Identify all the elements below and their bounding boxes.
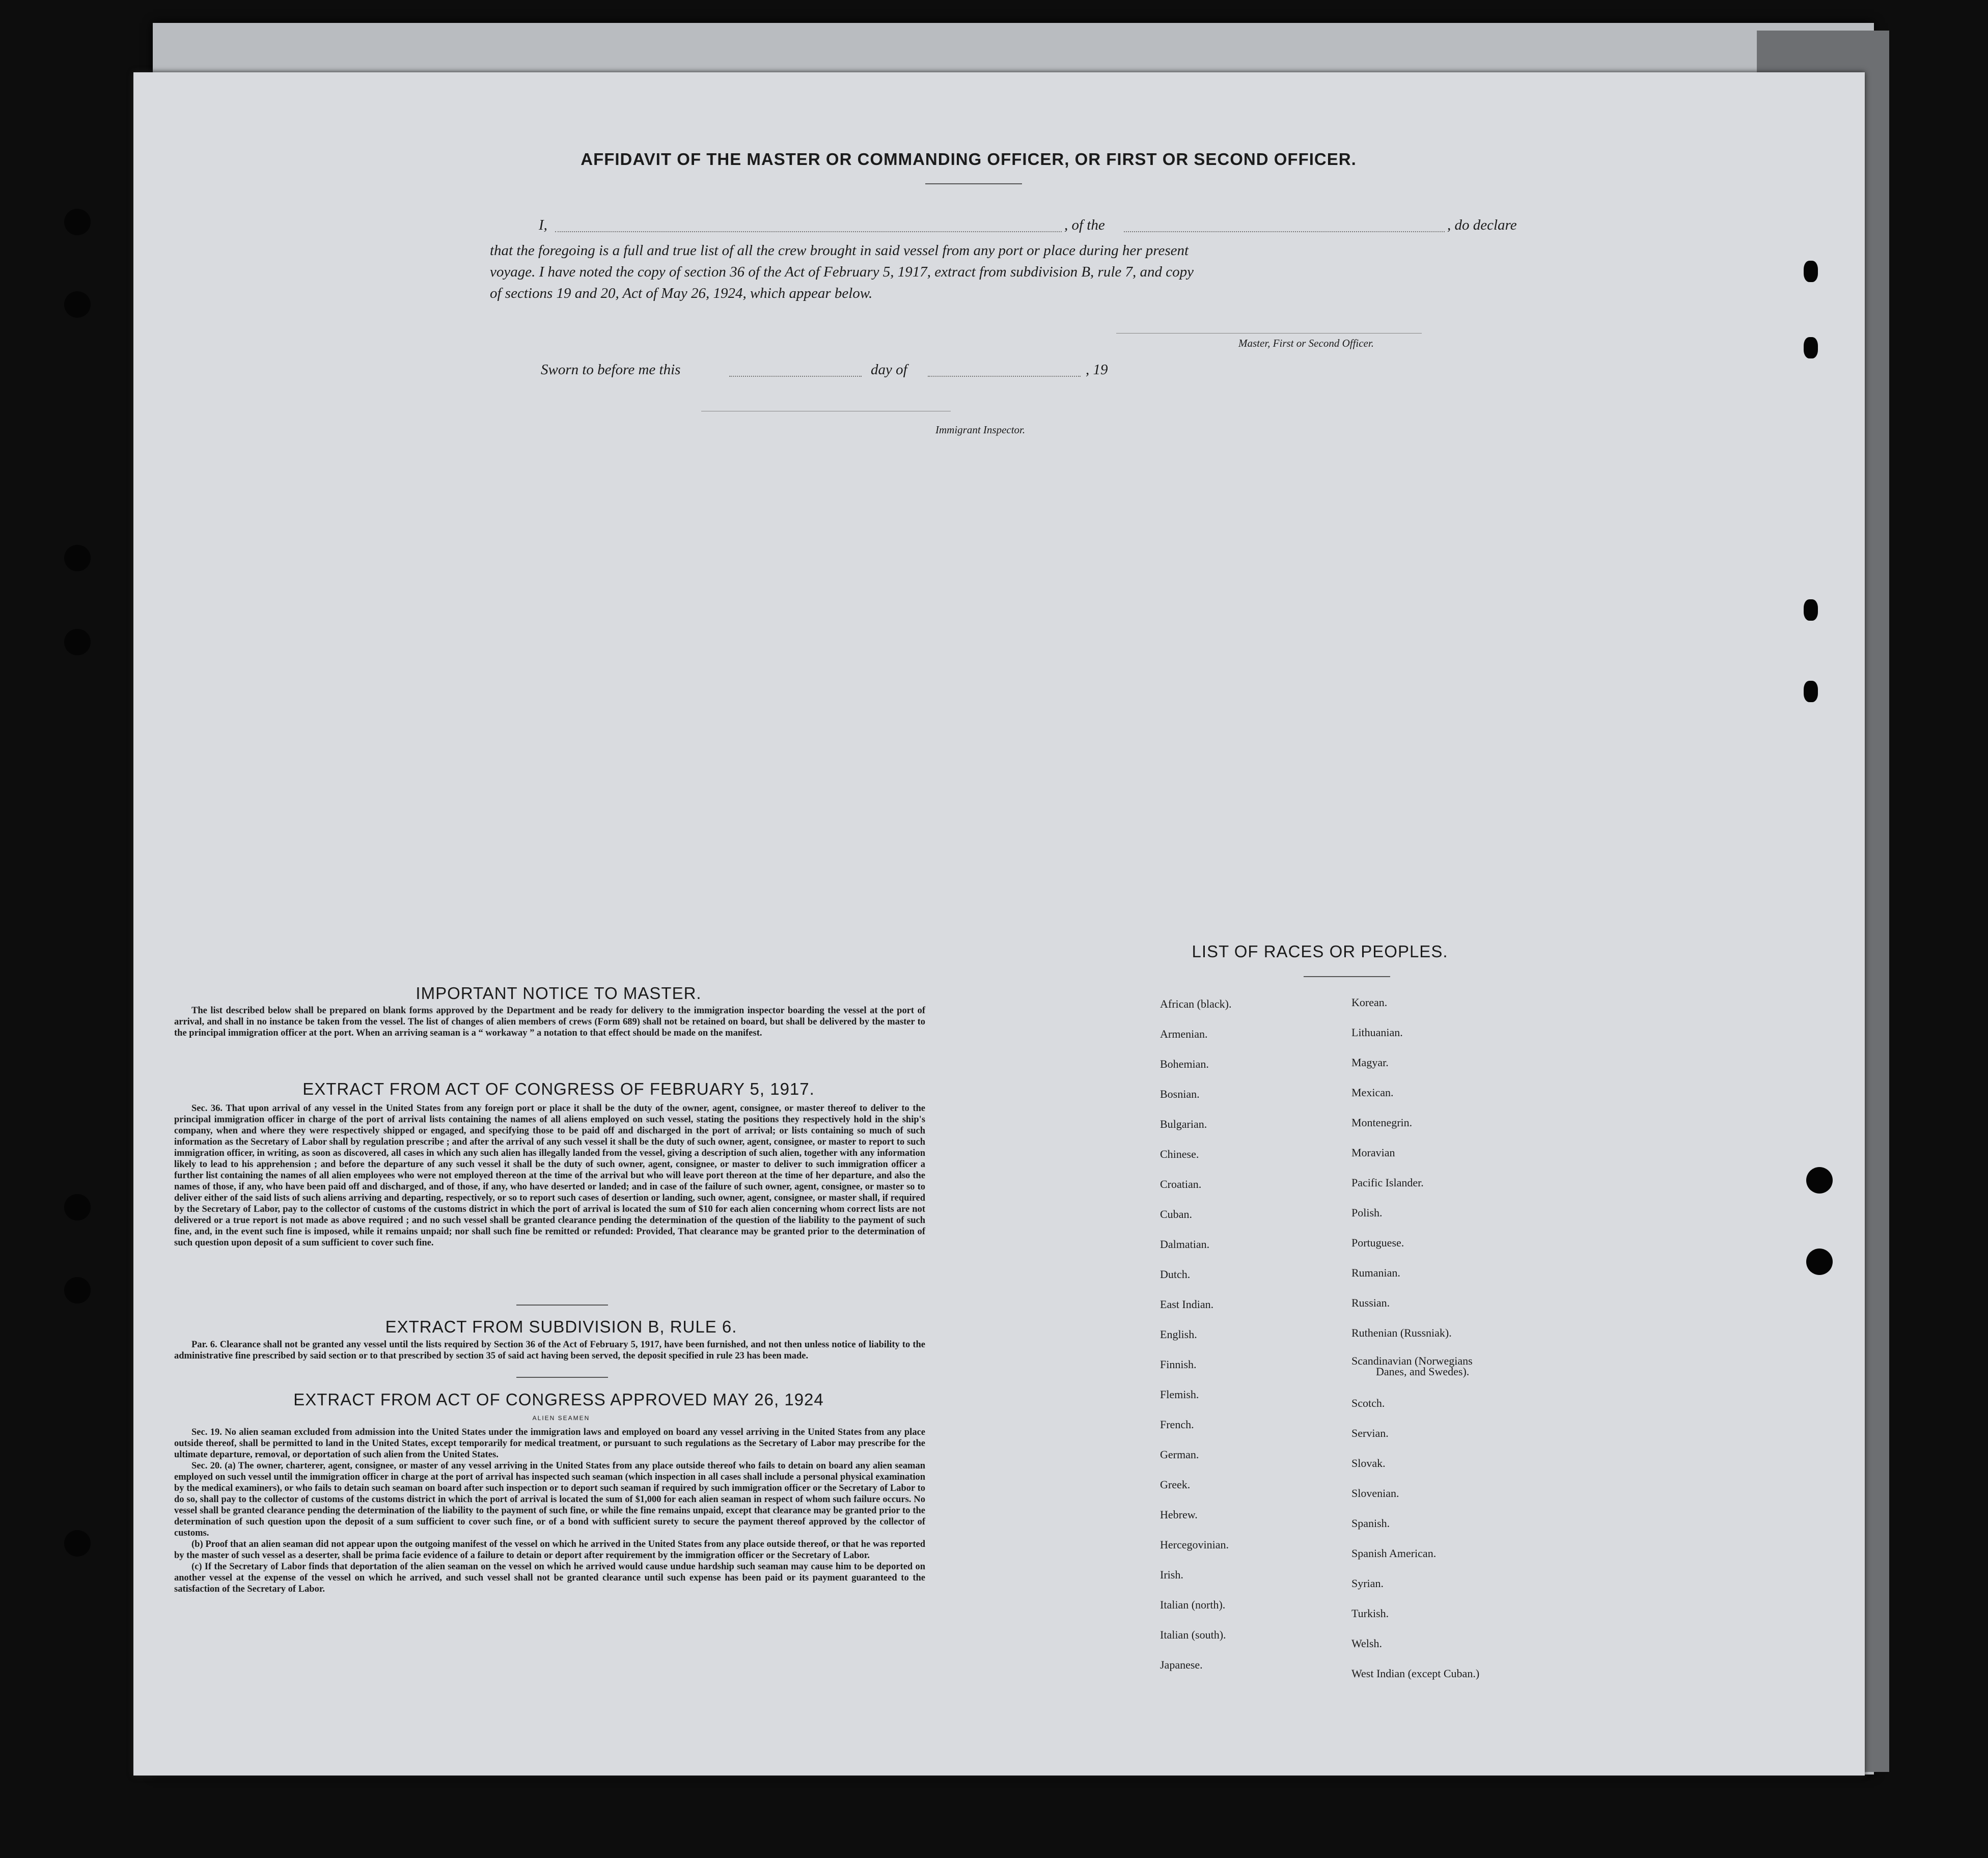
- races-right-column: [1351, 987, 1479, 1688]
- race-item: Japanese.: [1160, 1658, 1203, 1671]
- punch-hole: [1806, 1249, 1833, 1275]
- race-item: Italian (north).: [1160, 1598, 1226, 1611]
- race-item: Lithuanian.: [1351, 1026, 1403, 1039]
- race-item: Magyar.: [1351, 1056, 1389, 1069]
- section-20a-paragraph: Sec. 20. (a) The owner, charterer, agent, consignee, or master of any vessel arriving in the United States from any place outside thereof who fails to detain on board any alien seaman employed on such vessel until the immigration officer in charge at the port of arrival has inspected such seaman (which inspection in all cases shall include a personal physical examination by the medical examiners), or who fails to detain such seaman on board after such inspection or to deport such seaman if required by such immigration officer or the Secretary of Labor to do so, shall pay to the collector of customs of the customs district in which the port of arrival is located the sum of $1,000 for each alien seaman in respect of whom such failure occurs. No vessel shall be granted clearance pending the determination of the liability to the payment of such fine, or while the fine remains unpaid, except that clearance may be granted prior to the determination of such question upon the deposit of a sum sufficient to cover such fine, or of a bond with sufficient surety to secure the payment thereof approved by the collector of customs.: [174, 1461, 925, 1538]
- race-item: Danes, and Swedes).: [1376, 1365, 1470, 1378]
- race-item: African (black).: [1160, 997, 1232, 1010]
- vessel-line: [1124, 231, 1445, 232]
- signature-line: [1116, 333, 1422, 334]
- extract-1924-title: EXTRACT FROM ACT OF CONGRESS APPROVED MAY 26, 1924: [293, 1390, 824, 1409]
- binder-hole: [64, 1530, 91, 1557]
- binder-hole: [64, 629, 91, 655]
- extract-1917-title: EXTRACT FROM ACT OF CONGRESS OF FEBRUARY 5, 1917.: [302, 1079, 815, 1098]
- year-label: , 19: [1086, 362, 1108, 378]
- race-item: Montenegrin.: [1351, 1116, 1413, 1129]
- race-item: Rumanian.: [1351, 1266, 1400, 1279]
- race-item: Servian.: [1351, 1427, 1389, 1439]
- affidavit-line-3: of sections 19 and 20, Act of May 26, 1924, which appear below.: [490, 285, 873, 301]
- section-19-paragraph: Sec. 19. No alien seaman excluded from admission into the United States under the immigration laws and employed on board any vessel arriving in the United States from any place outside thereof, shall be permitted to land in the United States, except temporarily for medical treatment, or pursuant to such regulations as the Secretary of Labor may prescribe for the ultimate departure, removal, or deportation of such alien from the United States.: [174, 1427, 925, 1460]
- notice-paragraph: The list described below shall be prepared on blank forms approved by the Department and be ready for delivery to the immigration inspector boarding the vessel at the port of arrival, and shall in no instance be taken from the vessel. The list of changes of alien members of crews (Form 689) shall not be retained on board, but shall be delivered by the master to the principal immigration officer at the port. When an arriving seaman is a “ workaway ” a notation to that effect should be made on the manifest.: [174, 1006, 925, 1038]
- affidavit-i-label: I,: [539, 217, 547, 233]
- extract-1924-text: [174, 1427, 925, 1595]
- race-item: Cuban.: [1160, 1208, 1192, 1221]
- race-item: German.: [1160, 1448, 1199, 1461]
- race-item: Korean.: [1351, 996, 1388, 1009]
- section-20b-paragraph: (b) Proof that an alien seaman did not appear upon the outgoing manifest of the vessel on which he arrived in the United States from any place outside thereof, or that he was reported by the master of such vessel as a deserter, shall be prima facie evidence of a failure to detain or deport after requirement by the immigration officer or the Secretary of Labor.: [174, 1539, 925, 1561]
- race-item: West Indian (except Cuban.): [1351, 1667, 1480, 1680]
- affidavit-line-2: voyage. I have noted the copy of section 36 of the Act of February 5, 1917, extract from subdivision B, rule 7, and copy: [490, 264, 1194, 280]
- race-item: Scandinavian (Norwegians: [1351, 1354, 1473, 1367]
- race-item: Scotch.: [1351, 1397, 1385, 1409]
- race-item: Dalmatian.: [1160, 1238, 1210, 1251]
- races-left-column: [1160, 989, 1231, 1680]
- punch-hole: [1804, 261, 1818, 282]
- race-item: Slovenian.: [1351, 1487, 1399, 1500]
- race-item: Pacific Islander.: [1351, 1176, 1424, 1189]
- binder-hole: [64, 1194, 91, 1221]
- punch-hole: [1804, 337, 1818, 358]
- race-item: Turkish.: [1351, 1607, 1389, 1620]
- race-item: Ruthenian (Russniak).: [1351, 1326, 1452, 1339]
- race-item: Finnish.: [1160, 1358, 1197, 1371]
- sworn-month-line: [928, 376, 1081, 377]
- section-36-paragraph: Sec. 36. That upon arrival of any vessel in the United States from any foreign port or place it shall be the duty of the owner, agent, consignee, or master thereof to deliver to the principal immigration officer in charge of the port of arrival lists containing the names of all aliens employed on such vessel, stating the positions they respectively hold in the ship's company, when and where they were respectively shipped or engaged, and specifying those to be paid off and discharged in the port of arrival; or lists containing so much of such information as the Secretary of Labor shall by regulation prescribe ; and after the arrival of any such vessel it shall be the duty of such owner, agent, consignee, or master to report to such immigration officer, in writing, as soon as discovered, all cases in which any such alien has illegally landed from the vessel, giving a description of such alien, together with any information likely to lead to his apprehension ; and before the departure of any such vessel it shall be the duty of such owner, agent, consignee, or master to deliver to such immigration officer a further list containing the names of all alien employees who were not employed thereon at the time of the arrival but who will leave port thereon at the time of her departure, and also the names of those, if any, who have been paid off and discharged, and of those, if any, who have deserted or landed; and in case of the failure of such owner, agent, consignee, or master so to deliver either of the said lists of such aliens arriving and departing, respectively, or so to report such cases of desertion or landing, such owner, agent, consignee, or master shall, if required by the Secretary of Labor, pay to the collector of customs of the customs district in which the port of arrival is located the sum of $10 for each alien concerning whom correct lists are not delivered or a true report is not made as above required ; and no such vessel shall be granted clearance pending the determination of the question of the liability to the payment of such fine, and, in the event such fine is imposed, while it remains unpaid; nor shall such fine be remitted or refunded: Provided, That clearance may be granted prior to the determination of such question upon deposit of a sum sufficient to cover such fine.: [174, 1103, 925, 1248]
- race-item: Italian (south).: [1160, 1628, 1226, 1641]
- binder-hole: [64, 209, 91, 235]
- title-rule: [925, 183, 1022, 184]
- race-item: Slovak.: [1351, 1457, 1386, 1469]
- extract-rule6-title: EXTRACT FROM SUBDIVISION B, RULE 6.: [385, 1317, 737, 1336]
- race-item: Bohemian.: [1160, 1058, 1209, 1070]
- race-item: Welsh.: [1351, 1637, 1382, 1650]
- par-6-paragraph: Par. 6. Clearance shall not be granted any vessel until the lists required by Section 36 of the Act of February 5, 1917, have been furnished, and not then unless notice of liability to the administrative fine prescribed by said section or to that prescribed by section 35 of said act having been served, the deposit specified in rule 23 has been made.: [174, 1340, 925, 1361]
- race-item: English.: [1160, 1328, 1197, 1341]
- race-item: Spanish.: [1351, 1517, 1390, 1530]
- section-rule: [516, 1377, 608, 1378]
- races-title: LIST OF RACES OR PEOPLES.: [1192, 942, 1448, 961]
- affidavit-line-1: that the foregoing is a full and true list of all the crew brought in said vessel from any port or place during her present: [490, 242, 1189, 259]
- alien-seamen-subtitle: ALIEN SEAMEN: [532, 1415, 590, 1422]
- race-item: Syrian.: [1351, 1577, 1384, 1590]
- race-item: Hercegovinian.: [1160, 1538, 1229, 1551]
- binder-hole: [64, 545, 91, 571]
- form-sheet: [133, 72, 1865, 1776]
- race-item: Bosnian.: [1160, 1088, 1200, 1100]
- race-item: Flemish.: [1160, 1388, 1199, 1401]
- section-20c-paragraph: (c) If the Secretary of Labor finds that deportation of the alien seaman on the vessel on which he arrived would cause undue hardship such seaman may cause him to be deported on another vessel at the expense of the vessel on which he arrived, and such vessel shall not be granted clearance until such expense has been paid or its payment guaranteed to the satisfaction of the Secretary of Labor.: [174, 1562, 925, 1594]
- punch-hole: [1806, 1167, 1833, 1194]
- race-item: Armenian.: [1160, 1028, 1208, 1040]
- signature-label: Master, First or Second Officer.: [1238, 337, 1374, 349]
- punch-hole: [1804, 599, 1818, 621]
- name-line: [555, 231, 1062, 232]
- race-item: Bulgarian.: [1160, 1118, 1207, 1130]
- notice-title: IMPORTANT NOTICE TO MASTER.: [416, 984, 702, 1003]
- binder-hole: [64, 1277, 91, 1304]
- race-item: Irish.: [1160, 1568, 1183, 1581]
- inspector-label: Immigrant Inspector.: [935, 424, 1026, 436]
- race-item: French.: [1160, 1418, 1194, 1431]
- race-item: Polish.: [1351, 1206, 1383, 1219]
- race-item: Russian.: [1351, 1296, 1390, 1309]
- race-item: Spanish American.: [1351, 1547, 1437, 1560]
- race-item: Portuguese.: [1351, 1236, 1404, 1249]
- extract-rule6-text: [174, 1339, 925, 1362]
- race-item: Dutch.: [1160, 1268, 1191, 1281]
- races-rule: [1304, 976, 1390, 977]
- notice-text: [174, 1005, 925, 1039]
- race-item: Hebrew.: [1160, 1508, 1198, 1521]
- race-item: East Indian.: [1160, 1298, 1214, 1311]
- sworn-day-line: [729, 376, 862, 377]
- affidavit-title: AFFIDAVIT OF THE MASTER OR COMMANDING OFFICER, OR FIRST OR SECOND OFFICER.: [581, 150, 1357, 169]
- day-of-label: day of: [871, 362, 907, 378]
- race-item: Mexican.: [1351, 1086, 1394, 1099]
- race-item: Chinese.: [1160, 1148, 1199, 1160]
- affidavit-of-the: , of the: [1064, 217, 1105, 233]
- sworn-label: Sworn to before me this: [541, 362, 681, 378]
- race-item: Greek.: [1160, 1478, 1191, 1491]
- binder-hole: [64, 291, 91, 318]
- extract-1917-text: [174, 1103, 925, 1249]
- punch-hole: [1804, 681, 1818, 702]
- affidavit-do-declare: , do declare: [1447, 217, 1517, 233]
- race-item: Moravian: [1351, 1146, 1395, 1159]
- section-rule: [516, 1305, 608, 1306]
- race-item: Croatian.: [1160, 1178, 1202, 1190]
